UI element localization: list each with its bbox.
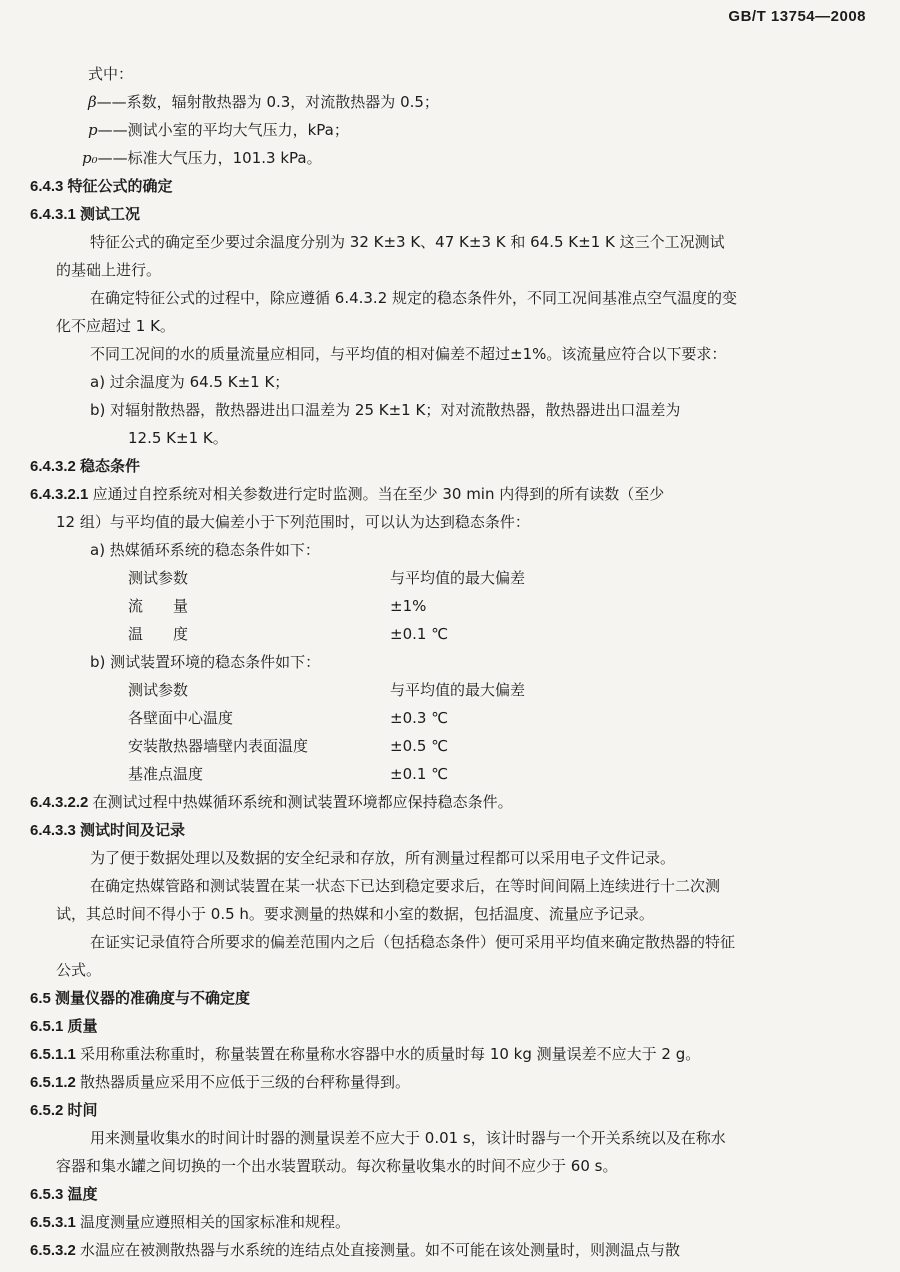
section-number: 6.4.3 [30,178,68,195]
section-number: 6.5.1.1 [30,1046,81,1063]
text-line [90,876,720,896]
deviation-cell: 与平均值的最大偏差 [390,681,526,699]
deviation-cell: ±0.1 ℃ [390,765,449,783]
section-heading: 测试工况 [80,205,141,223]
text-span: 的基础上进行。 [56,261,162,279]
text-line [56,960,101,980]
section-number: 6.4.3.2 [30,458,81,475]
section-heading: 测量仪器的准确度与不确定度 [55,989,251,1007]
section-heading: 质量 [67,1017,98,1035]
text-span: a) 热媒循环系统的稳态条件如下： [90,541,320,559]
section-number: 6.4.3.2.1 [30,486,93,503]
section-number: 6.4.3.1 [30,206,81,223]
text-span: 不同工况间的水的质量流量应相同，与平均值的相对偏差不超过±1%。该流量应符合以下要求： [90,345,727,363]
text-line [56,316,175,336]
text-line [30,456,140,477]
text-span: p₀ [82,149,98,167]
section-number: 6.5 [30,990,56,1007]
text-line [30,1044,700,1065]
text-span: 水温应在被测散热器与水系统的连结点处直接测量。如不可能在该处测量时，则测温点与散 [80,1241,681,1259]
text-line [90,848,675,868]
table-row [128,624,728,644]
param-cell: 测试参数 [128,681,189,699]
text-line [30,1072,410,1093]
text-line [128,428,228,448]
text-span: 散热器质量应采用不应低于三级的台秤称量得到。 [80,1073,411,1091]
text-line [30,1016,98,1037]
text-line [90,372,289,392]
table-row [128,568,728,588]
param-cell: 测试参数 [128,569,189,587]
param-cell: 安装散热器墙壁内表面温度 [128,737,309,755]
text-line [56,1156,617,1176]
section-number: 6.5.1 [30,1018,68,1035]
section-number: 6.4.3.3 [30,822,81,839]
text-span: b) 对辐射散热器，散热器进出口温差为 25 K±1 K；对对流散热器，散热器进出口温差为 [90,401,681,419]
param-cell: 各壁面中心温度 [128,709,234,727]
text-line [90,288,737,308]
section-number: 6.5.2 [30,1102,68,1119]
param-cell: 基准点温度 [128,765,204,783]
text-line [56,260,161,280]
text-line [30,792,513,813]
text-line [88,64,133,84]
section-heading: 温度 [67,1185,98,1203]
text-span: 在确定热媒管路和测试装置在某一状态下已达到稳定要求后，在等时间间隔上连续进行十二次测 [90,877,721,895]
table-row [128,596,728,616]
text-line [88,92,439,112]
text-span: ——系数，辐射散热器为 0.3，对流散热器为 0.5； [96,93,439,111]
param-cell: 流 量 [128,597,189,615]
text-line [30,988,250,1009]
text-span: 在确定特征公式的过程中，除应遵循 6.4.3.2 规定的稳态条件外，不同工况间基准点空气温度的变 [90,289,738,307]
text-span: ——标准大气压力，101.3 kPa。 [97,149,322,167]
text-line [56,904,654,924]
deviation-cell: ±1% [390,597,427,615]
text-span: 为了便于数据处理以及数据的安全纪录和存放，所有测量过程都可以采用电子文件记录。 [90,849,676,867]
section-number: 6.5.3 [30,1186,68,1203]
deviation-cell: ±0.5 ℃ [390,737,449,755]
text-span: 化不应超过 1 K。 [56,317,175,335]
section-heading: 特征公式的确定 [67,177,173,195]
list-item: b) 测试装置环境的稳态条件如下： [90,653,321,671]
text-span: 试，其总时间不得小于 0.5 h。要求测量的热媒和小室的数据，包括温度、流量应予记录。 [56,905,654,923]
text-line [90,232,725,252]
text-line [30,484,664,505]
text-line [30,176,173,197]
text-line [90,400,680,420]
deviation-cell: ±0.1 ℃ [390,625,449,643]
section-number: 6.5.3.1 [30,1214,81,1231]
section-number: 6.5.3.2 [30,1242,81,1259]
param-cell: 温 度 [128,625,189,643]
text-line [30,1100,98,1121]
deviation-cell: 与平均值的最大偏差 [390,569,526,587]
table-row [128,680,728,700]
text-line [88,120,349,140]
text-line [30,1184,98,1205]
text-span: p [88,121,98,139]
section-heading: 时间 [67,1101,98,1119]
section-number: 6.5.1.2 [30,1074,81,1091]
text-span: 式中： [88,65,134,83]
table-row [128,764,728,784]
text-span: 12.5 K±1 K。 [128,429,228,447]
text-span: 在证实记录值符合所要求的偏差范围内之后（包括稳态条件）便可采用平均值来确定散热器的特征 [90,933,736,951]
table-row [128,736,728,756]
text-line [56,512,530,532]
text-line [30,204,140,225]
text-line [90,344,726,364]
text-span: 容器和集水罐之间切换的一个出水装置联动。每次称量收集水的时间不应少于 60 s。 [56,1157,618,1175]
text-span: 用来测量收集水的时间计时器的测量误差不应大于 0.01 s，该计时器与一个开关系统以及在称水 [90,1129,726,1147]
text-span: 12 组）与平均值的最大偏差小于下列范围时，可以认为达到稳态条件： [56,513,530,531]
text-span: 温度测量应遵照相关的国家标准和规程。 [80,1213,351,1231]
text-line [30,1240,680,1261]
text-line [30,1212,350,1233]
text-line [90,1128,726,1148]
text-span: 采用称重法称重时，称量装置在称量称水容器中水的质量时每 10 kg 测量误差不应大于 2 g。 [80,1045,701,1063]
text-span: β [88,93,97,111]
text-line [30,820,185,841]
section-number: 6.4.3.2.2 [30,794,93,811]
text-span: a) 过余温度为 64.5 K±1 K； [90,373,290,391]
text-span: 公式。 [56,961,102,979]
text-line [90,932,735,952]
section-heading: 测试时间及记录 [80,821,186,839]
text-line [82,148,322,168]
deviation-cell: ±0.3 ℃ [390,709,449,727]
text-span: 在测试过程中热媒循环系统和测试装置环境都应保持稳态条件。 [92,793,513,811]
standard-code: GB/T 13754—2008 [728,8,866,25]
text-span: 应通过自控系统对相关参数进行定时监测。当在至少 30 min 内得到的所有读数（至少 [92,485,665,503]
section-heading: 稳态条件 [80,457,141,475]
table-row [128,708,728,728]
text-span: ——测试小室的平均大气压力，kPa； [97,121,349,139]
text-line [90,540,320,560]
text-span: 特征公式的确定至少要过余温度分别为 32 K±3 K、47 K±3 K 和 64.5 K±1 K 这三个工况测试 [90,233,725,251]
